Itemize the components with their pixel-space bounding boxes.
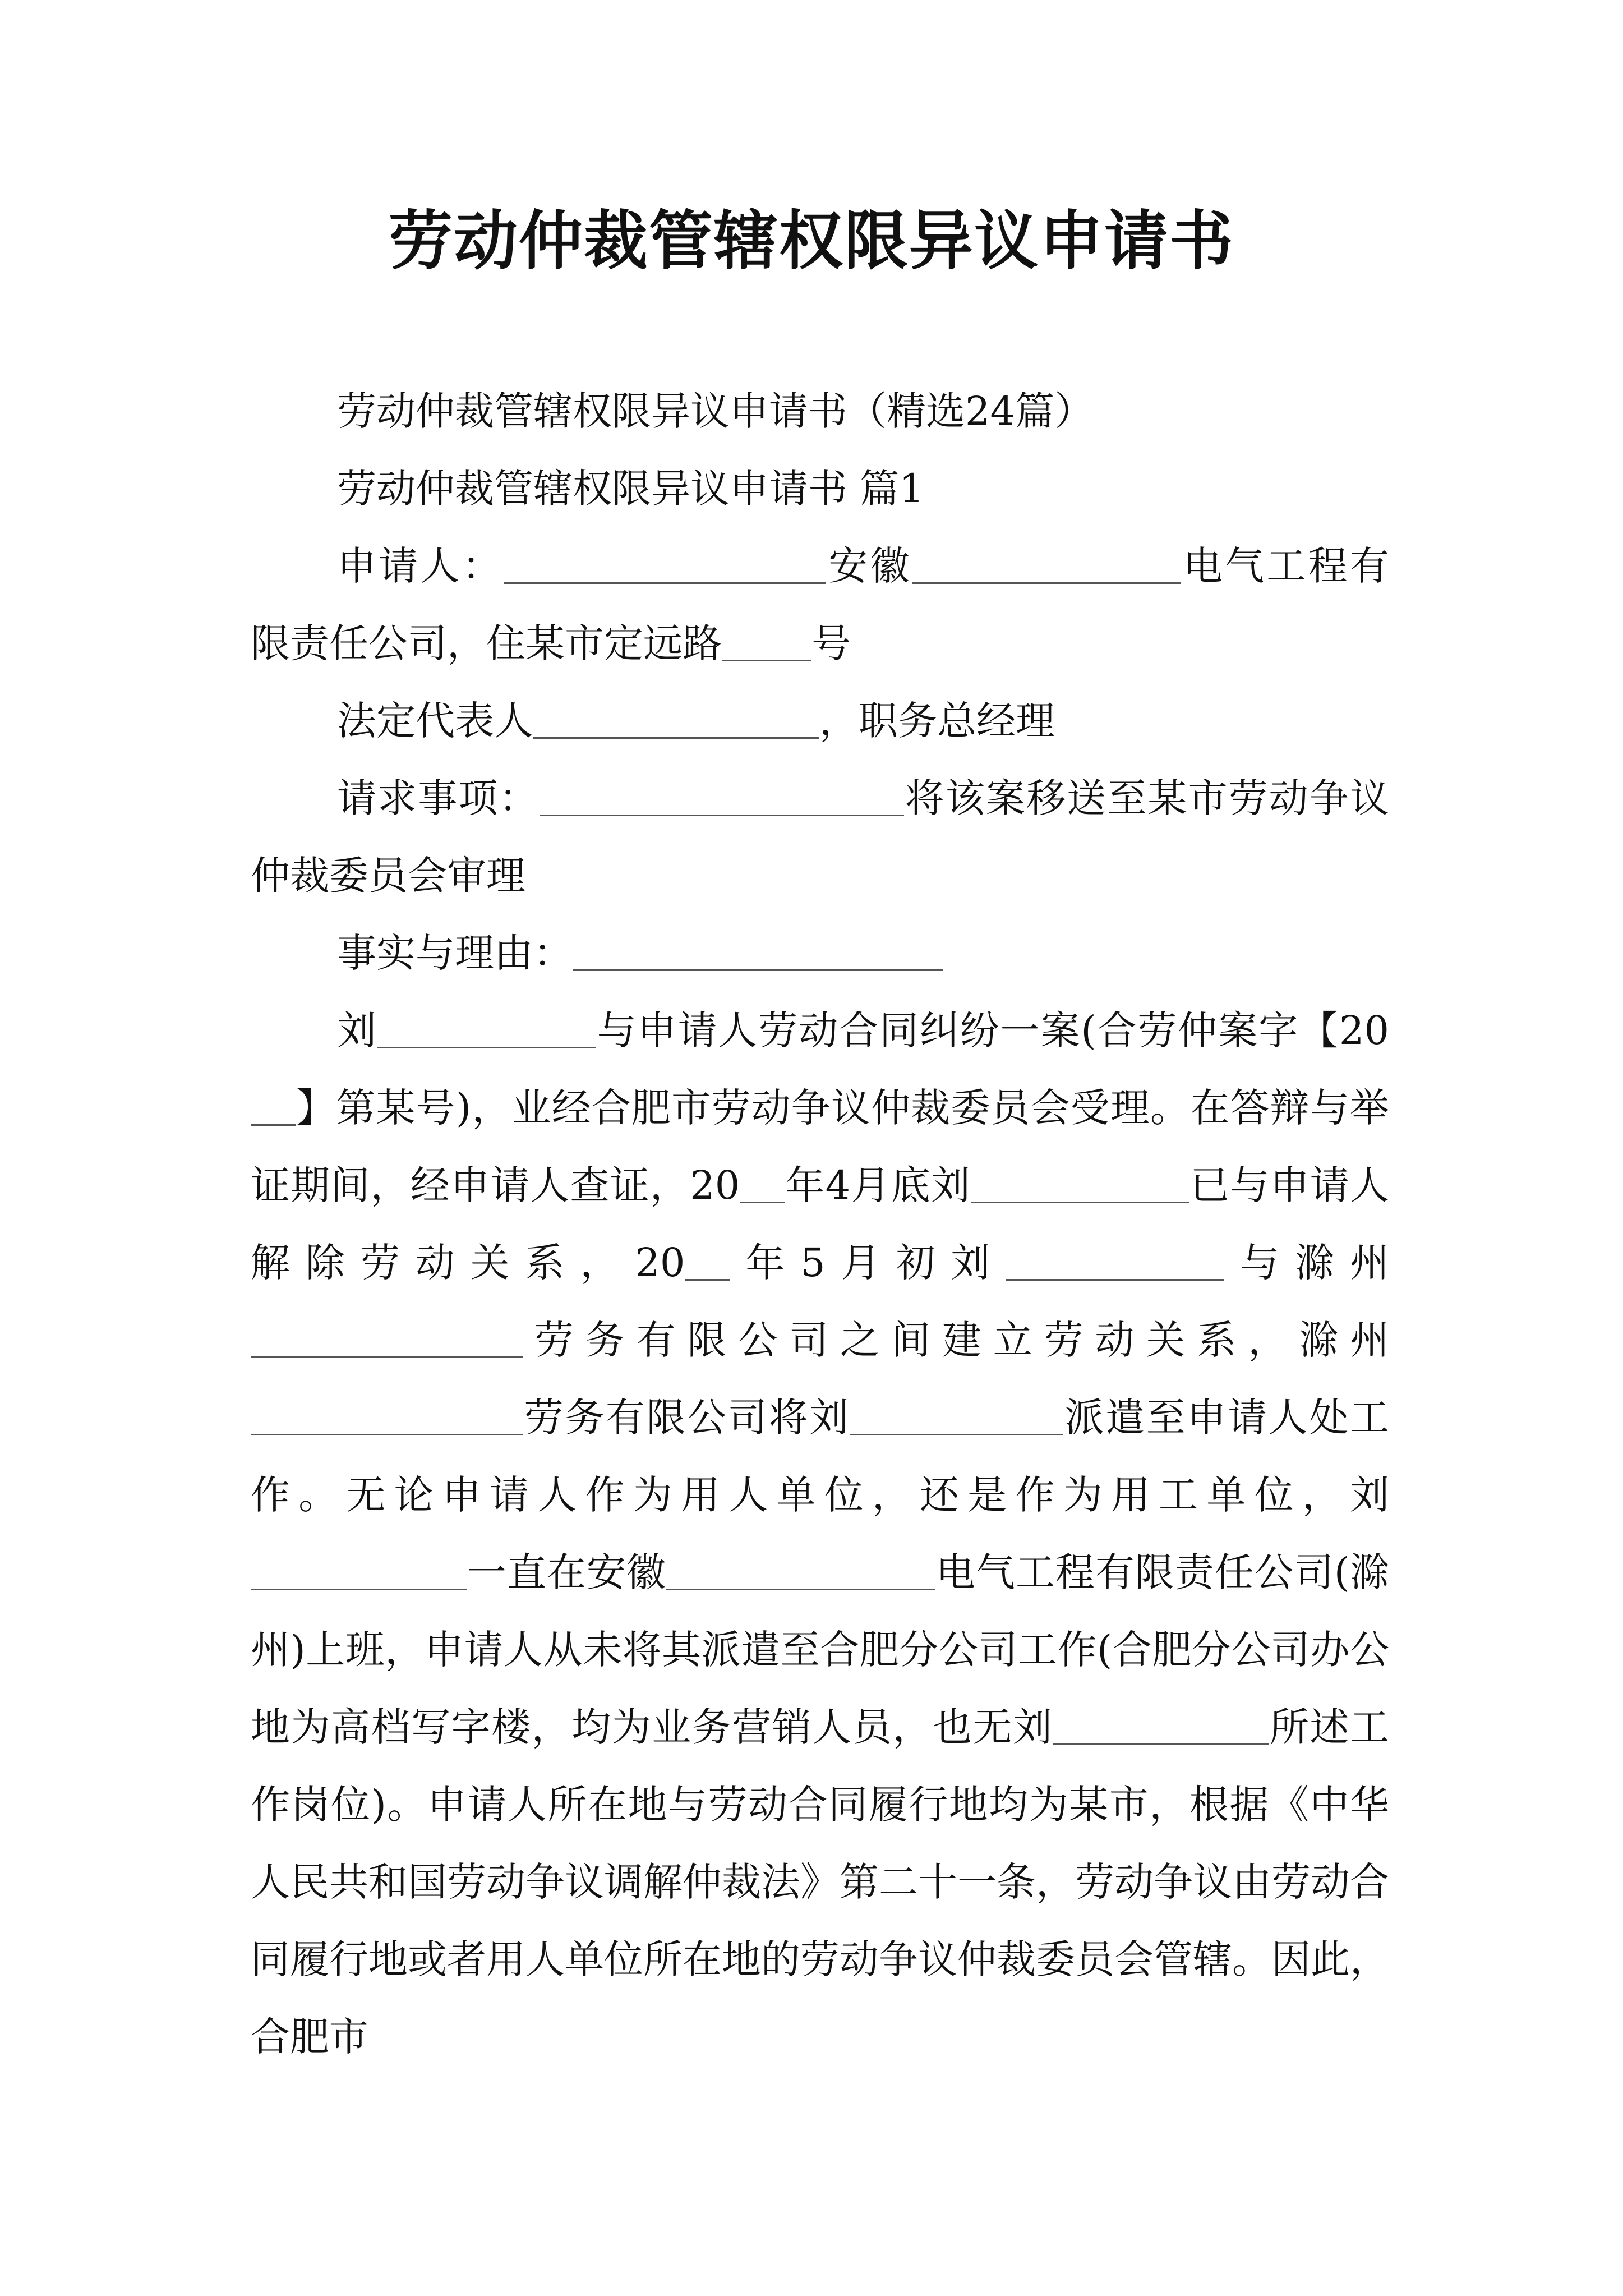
fill-blank xyxy=(540,777,904,816)
body-text-5: 已与申请人解除劳动关系，20 xyxy=(251,1162,1389,1286)
body-text-10: 派遣至申请人处工作。无论申请人作为用人单位，还是作为用工单位，刘 xyxy=(251,1395,1390,1518)
request-paragraph xyxy=(251,760,1389,914)
body-text-11: 一直在安徽 xyxy=(467,1549,666,1595)
body-text-2: 与申请人劳动合同纠纷一案(合劳仲案字【20 xyxy=(596,1007,1389,1053)
document-title: 劳动仲裁管辖权限异议申请书 xyxy=(388,204,1234,278)
article-heading-text: 劳动仲裁管辖权限异议申请书 篇1 xyxy=(337,466,924,512)
applicant-paragraph xyxy=(251,527,1389,682)
body-text-3: 】第某号)，业经合肥市劳动争议仲裁委员会受理。在答辩与举证期间，经申请人查证，20 xyxy=(251,1085,1389,1208)
fill-blank xyxy=(504,545,826,584)
fill-blank xyxy=(971,1165,1189,1203)
body-text-7: 与滁州 xyxy=(1224,1240,1390,1286)
fill-blank xyxy=(251,1552,467,1590)
fill-blank xyxy=(666,1552,935,1590)
fill-blank xyxy=(1006,1242,1224,1281)
fill-blank xyxy=(912,545,1181,584)
subtitle-text: 劳动仲裁管辖权限异议申请书（精选24篇） xyxy=(337,388,1094,434)
body-paragraph xyxy=(251,992,1389,2076)
fill-blank xyxy=(573,932,943,971)
fill-blank xyxy=(251,1397,523,1435)
body-text-13: 所述工作岗位)。申请人所在地与劳动合同履行地均为某市，根据《中华人民共和国劳动争议调解仲裁法》第二十一条，劳动争议由劳动合同履行地或者用人单位所在地的劳动争议仲裁委员会管辖。因此，合肥市 xyxy=(251,1704,1390,2060)
fill-blank xyxy=(722,623,811,661)
body-text-1: 刘 xyxy=(337,1007,377,1053)
subtitle-line xyxy=(251,372,1389,450)
applicant-label: 申请人： xyxy=(337,543,504,589)
article-heading xyxy=(251,450,1389,527)
fill-blank xyxy=(850,1397,1063,1435)
fill-blank xyxy=(740,1165,785,1203)
request-label: 请求事项： xyxy=(337,775,540,821)
fill-blank xyxy=(251,1319,523,1358)
fill-blank xyxy=(533,700,819,739)
fill-blank xyxy=(1053,1706,1269,1745)
body-text-6: 年5月初刘 xyxy=(730,1240,1006,1286)
facts-paragraph xyxy=(251,914,1389,992)
applicant-text-1: 安徽 xyxy=(826,543,912,589)
fill-blank xyxy=(377,1010,596,1048)
request-text: 将该案移送至某市劳动争议仲裁委员会审理 xyxy=(251,775,1390,899)
body-text-12: 电气工程有限责任公司(滁州)上班，申请人从未将其派遣至合肥分公司工作(合肥分公司办公地为高档写字楼，均为业务营销人员，也无刘 xyxy=(251,1549,1390,1750)
fill-blank xyxy=(685,1242,730,1281)
legal-rep-text: ，职务总经理 xyxy=(819,698,1055,744)
body-text-8: 劳务有限公司之间建立劳动关系，滁州 xyxy=(523,1317,1389,1363)
fill-blank xyxy=(251,1087,296,1126)
legal-rep-paragraph xyxy=(251,682,1389,760)
body-text-9: 劳务有限公司将刘 xyxy=(523,1395,850,1441)
facts-label: 事实与理由： xyxy=(337,930,573,976)
applicant-text-3: 号 xyxy=(811,620,851,666)
legal-rep-label: 法定代表人 xyxy=(337,698,533,744)
applicant-text-2: 电气工程有限责任公司，住某市定远路 xyxy=(251,543,1389,666)
body-text-4: 年4月底刘 xyxy=(785,1162,971,1208)
document-body xyxy=(251,372,1389,2076)
